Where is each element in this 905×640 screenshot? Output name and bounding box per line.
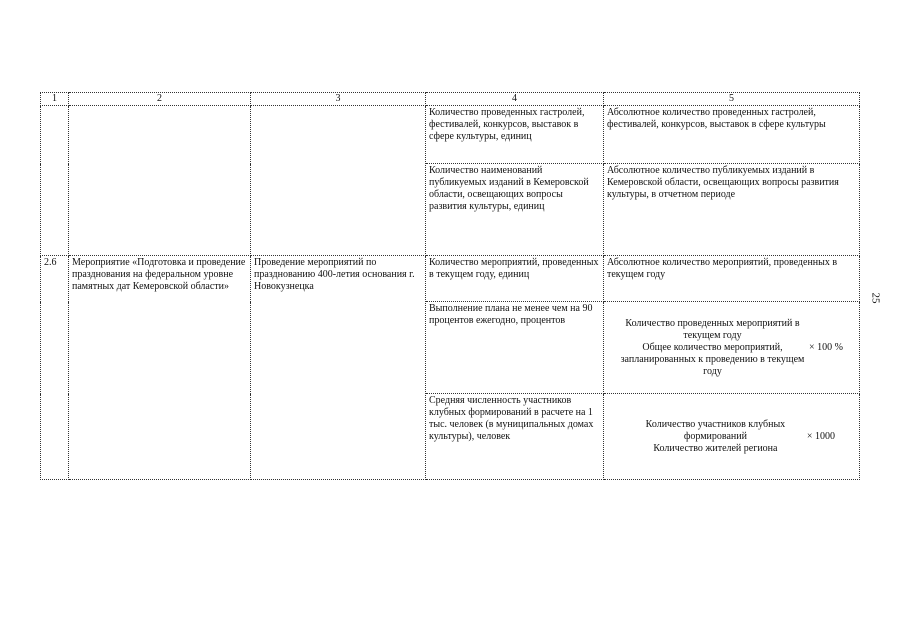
goal-cell: Проведение мероприятий по празднованию 400-летия основания г. Новокузнецка: [251, 256, 426, 480]
cell-empty-num: [41, 106, 69, 256]
header-col-4: 4: [426, 93, 604, 106]
denominator: Общее количество мероприятий, запланированных к проведению в текущем году: [620, 341, 805, 377]
method-cell: Абсолютное количество публикуемых изданий в Кемеровской области, освещающих вопросы развития культуры, в отчетном периоде: [604, 164, 860, 256]
numerator: Количество проведенных мероприятий в текущем году: [625, 317, 800, 341]
header-col-5: 5: [604, 93, 860, 106]
header-col-3: 3: [251, 93, 426, 106]
cell-empty-goal: [251, 106, 426, 256]
header-row: [41, 93, 860, 106]
indicator-cell: Средняя численность участников клубных формирований в расчете на 1 тыс. человек (в муниципальных домах культуры), человек: [426, 394, 604, 480]
indicator-cell: Количество мероприятий, проведенных в текущем году, единиц: [426, 256, 604, 302]
indicator-cell: Выполнение плана не менее чем на 90 процентов ежегодно, процентов: [426, 302, 604, 394]
page-number: 25: [869, 292, 882, 304]
table-row: [41, 256, 860, 302]
formula: [607, 318, 856, 378]
formula: [607, 419, 856, 455]
indicators-table: [40, 92, 860, 480]
row-number: 2.6: [41, 256, 69, 480]
header-col-1: 1: [41, 93, 69, 106]
method-cell: Абсолютное количество мероприятий, проведенных в текущем году: [604, 256, 860, 302]
multiplier: × 1000: [806, 430, 836, 442]
event-cell: Мероприятие «Подготовка и проведение празднования на федеральном уровне памятных дат Кемеровской области»: [69, 256, 251, 480]
numerator: Количество участников клубных формирований: [645, 418, 786, 442]
formula-cell: [604, 394, 860, 480]
method-cell: Абсолютное количество проведенных гастролей, фестивалей, конкурсов, выставок в сфере культуры: [604, 106, 860, 164]
multiplier: × 100 %: [809, 341, 843, 353]
cell-empty-event: [69, 106, 251, 256]
header-col-2: 2: [69, 93, 251, 106]
table-row: [41, 106, 860, 164]
fraction: [620, 318, 805, 378]
denominator: Количество жителей региона: [653, 442, 778, 454]
formula-cell: [604, 302, 860, 394]
indicator-cell: Количество проведенных гастролей, фестивалей, конкурсов, выставок в сфере культуры, единиц: [426, 106, 604, 164]
fraction: [628, 419, 803, 455]
indicator-cell: Количество наименований публикуемых изданий в Кемеровской области, освещающих вопросы развития культуры, единиц: [426, 164, 604, 256]
